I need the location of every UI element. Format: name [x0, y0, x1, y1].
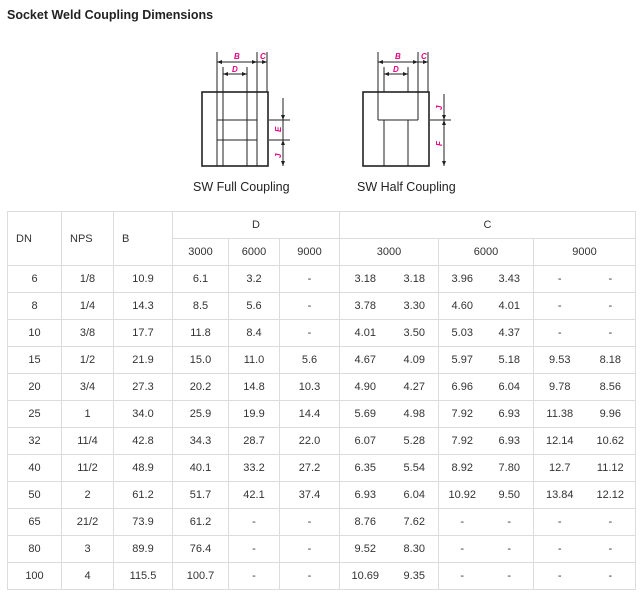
cell-d-9000: - [280, 266, 340, 293]
cell-nps: 1/4 [62, 293, 114, 320]
cell-nps: 11/2 [62, 455, 114, 482]
cell-c-9000-b: - [586, 320, 636, 347]
cell-d-3000: 6.1 [173, 266, 229, 293]
page-title: Socket Weld Coupling Dimensions [7, 8, 214, 22]
half-coupling-caption: SW Half Coupling [357, 180, 456, 194]
cell-d-9000: 22.0 [280, 428, 340, 455]
cell-d-9000: 5.6 [280, 347, 340, 374]
table-row [8, 455, 636, 482]
table-row [8, 266, 636, 293]
cell-d-9000: 10.3 [280, 374, 340, 401]
cell-b: 27.3 [114, 374, 173, 401]
cell-d-3000: 40.1 [173, 455, 229, 482]
cell-c-9000-a: 9.78 [534, 374, 586, 401]
cell-c-3000-a: 6.35 [340, 455, 391, 482]
cell-c-6000-a: 7.92 [439, 428, 486, 455]
cell-d-6000: - [229, 509, 280, 536]
table-row [8, 428, 636, 455]
cell-c-9000-b: 8.56 [586, 374, 636, 401]
cell-dn: 20 [8, 374, 62, 401]
cell-c-3000-b: 5.54 [391, 455, 439, 482]
cell-dn: 50 [8, 482, 62, 509]
cell-b: 115.5 [114, 563, 173, 590]
cell-c-6000-b: - [486, 563, 534, 590]
cell-d-6000: 19.9 [229, 401, 280, 428]
cell-c-9000-a: - [534, 563, 586, 590]
header-c-class: 9000 [534, 239, 636, 266]
cell-c-9000-b: 10.62 [586, 428, 636, 455]
table-row [8, 293, 636, 320]
cell-d-6000: 5.6 [229, 293, 280, 320]
cell-d-6000: 11.0 [229, 347, 280, 374]
header-d: D [173, 212, 340, 239]
table-row [8, 509, 636, 536]
cell-c-6000-a: - [439, 563, 486, 590]
cell-c-9000-b: 12.12 [586, 482, 636, 509]
table-row [8, 563, 636, 590]
cell-c-9000-b: 9.96 [586, 401, 636, 428]
cell-c-6000-b: 6.93 [486, 428, 534, 455]
table-row [8, 536, 636, 563]
cell-c-9000-b: - [586, 563, 636, 590]
half-coupling-diagram [358, 40, 458, 172]
cell-nps: 1 [62, 401, 114, 428]
cell-b: 34.0 [114, 401, 173, 428]
cell-c-9000-a: - [534, 266, 586, 293]
cell-c-3000-a: 9.52 [340, 536, 391, 563]
cell-c-6000-a: 4.60 [439, 293, 486, 320]
cell-dn: 25 [8, 401, 62, 428]
table-row [8, 401, 636, 428]
cell-c-9000-a: 9.53 [534, 347, 586, 374]
cell-c-6000-b: - [486, 536, 534, 563]
cell-d-9000: - [280, 320, 340, 347]
header-nps: NPS [62, 212, 114, 266]
cell-b: 42.8 [114, 428, 173, 455]
cell-nps: 1/8 [62, 266, 114, 293]
cell-c-3000-b: 8.30 [391, 536, 439, 563]
header-c-class: 6000 [439, 239, 534, 266]
cell-d-3000: 76.4 [173, 536, 229, 563]
cell-c-6000-a: 6.96 [439, 374, 486, 401]
cell-nps: 3/8 [62, 320, 114, 347]
cell-c-9000-a: 13.84 [534, 482, 586, 509]
dimension-label-d: D [393, 65, 399, 74]
cell-c-3000-a: 8.76 [340, 509, 391, 536]
cell-dn: 32 [8, 428, 62, 455]
dimension-label-j: J [274, 153, 283, 158]
cell-dn: 6 [8, 266, 62, 293]
cell-d-6000: 33.2 [229, 455, 280, 482]
cell-c-9000-b: 8.18 [586, 347, 636, 374]
cell-d-3000: 34.3 [173, 428, 229, 455]
cell-nps: 3 [62, 536, 114, 563]
cell-c-9000-a: - [534, 536, 586, 563]
cell-nps: 21/2 [62, 509, 114, 536]
cell-d-3000: 20.2 [173, 374, 229, 401]
cell-b: 14.3 [114, 293, 173, 320]
cell-c-6000-a: 8.92 [439, 455, 486, 482]
cell-d-6000: 28.7 [229, 428, 280, 455]
cell-c-3000-b: 3.18 [391, 266, 439, 293]
cell-dn: 65 [8, 509, 62, 536]
cell-dn: 40 [8, 455, 62, 482]
cell-d-3000: 61.2 [173, 509, 229, 536]
cell-c-9000-b: - [586, 266, 636, 293]
cell-c-6000-b: 3.43 [486, 266, 534, 293]
cell-d-3000: 100.7 [173, 563, 229, 590]
cell-c-3000-b: 6.04 [391, 482, 439, 509]
cell-c-3000-b: 3.30 [391, 293, 439, 320]
cell-c-6000-a: 5.03 [439, 320, 486, 347]
cell-d-9000: - [280, 293, 340, 320]
cell-c-9000-a: 12.7 [534, 455, 586, 482]
cell-nps: 2 [62, 482, 114, 509]
cell-c-9000-a: 11.38 [534, 401, 586, 428]
dimension-label-d: D [232, 65, 238, 74]
cell-d-9000: 37.4 [280, 482, 340, 509]
cell-c-6000-a: 3.96 [439, 266, 486, 293]
cell-c-3000-a: 6.93 [340, 482, 391, 509]
cell-dn: 10 [8, 320, 62, 347]
cell-c-3000-b: 3.50 [391, 320, 439, 347]
header-d-class: 6000 [229, 239, 280, 266]
cell-c-9000-b: - [586, 536, 636, 563]
cell-c-3000-b: 7.62 [391, 509, 439, 536]
cell-c-3000-b: 5.28 [391, 428, 439, 455]
dimension-label-c: C [260, 52, 266, 61]
cell-c-6000-a: - [439, 509, 486, 536]
cell-dn: 80 [8, 536, 62, 563]
cell-c-6000-b: - [486, 509, 534, 536]
table-row [8, 320, 636, 347]
cell-b: 10.9 [114, 266, 173, 293]
cell-c-3000-b: 9.35 [391, 563, 439, 590]
header-d-class: 3000 [173, 239, 229, 266]
header-d-class: 9000 [280, 239, 340, 266]
cell-d-6000: 3.2 [229, 266, 280, 293]
cell-c-6000-b: 6.04 [486, 374, 534, 401]
header-c: C [340, 212, 636, 239]
dimension-label-j: J [435, 105, 444, 110]
cell-d-3000: 8.5 [173, 293, 229, 320]
cell-c-6000-a: - [439, 536, 486, 563]
table-row [8, 374, 636, 401]
cell-d-6000: 8.4 [229, 320, 280, 347]
full-coupling-caption: SW Full Coupling [193, 180, 290, 194]
cell-c-3000-a: 6.07 [340, 428, 391, 455]
cell-c-3000-a: 4.90 [340, 374, 391, 401]
cell-dn: 100 [8, 563, 62, 590]
cell-nps: 3/4 [62, 374, 114, 401]
cell-c-9000-b: - [586, 509, 636, 536]
dimension-label-c: C [421, 52, 427, 61]
dimension-label-b: B [395, 52, 401, 61]
cell-c-6000-a: 7.92 [439, 401, 486, 428]
cell-d-3000: 51.7 [173, 482, 229, 509]
cell-c-6000-b: 4.37 [486, 320, 534, 347]
cell-c-6000-b: 7.80 [486, 455, 534, 482]
cell-d-9000: - [280, 563, 340, 590]
cell-c-6000-b: 4.01 [486, 293, 534, 320]
cell-c-3000-b: 4.27 [391, 374, 439, 401]
cell-c-3000-b: 4.09 [391, 347, 439, 374]
cell-d-6000: - [229, 563, 280, 590]
cell-d-3000: 25.9 [173, 401, 229, 428]
cell-b: 48.9 [114, 455, 173, 482]
cell-b: 89.9 [114, 536, 173, 563]
dimension-label-f: F [435, 141, 444, 146]
cell-d-6000: 42.1 [229, 482, 280, 509]
dimension-label-e: E [274, 126, 283, 132]
cell-c-6000-b: 5.18 [486, 347, 534, 374]
cell-d-6000: - [229, 536, 280, 563]
cell-c-3000-b: 4.98 [391, 401, 439, 428]
cell-c-3000-a: 3.78 [340, 293, 391, 320]
table-row [8, 482, 636, 509]
cell-c-9000-a: - [534, 320, 586, 347]
cell-b: 17.7 [114, 320, 173, 347]
cell-c-9000-a: 12.14 [534, 428, 586, 455]
cell-c-9000-a: - [534, 293, 586, 320]
cell-c-6000-a: 10.92 [439, 482, 486, 509]
cell-d-9000: - [280, 536, 340, 563]
cell-c-3000-a: 5.69 [340, 401, 391, 428]
cell-c-6000-b: 6.93 [486, 401, 534, 428]
cell-d-3000: 15.0 [173, 347, 229, 374]
header-b: B [114, 212, 173, 266]
cell-c-9000-a: - [534, 509, 586, 536]
cell-c-9000-b: 11.12 [586, 455, 636, 482]
header-dn: DN [8, 212, 62, 266]
dimensions-table [7, 211, 636, 590]
cell-c-6000-b: 9.50 [486, 482, 534, 509]
cell-b: 61.2 [114, 482, 173, 509]
cell-d-3000: 11.8 [173, 320, 229, 347]
cell-nps: 4 [62, 563, 114, 590]
dimension-label-b: B [234, 52, 240, 61]
cell-d-9000: 27.2 [280, 455, 340, 482]
table-row [8, 347, 636, 374]
header-c-class: 3000 [340, 239, 439, 266]
cell-c-6000-a: 5.97 [439, 347, 486, 374]
cell-d-9000: 14.4 [280, 401, 340, 428]
cell-d-6000: 14.8 [229, 374, 280, 401]
cell-d-9000: - [280, 509, 340, 536]
cell-dn: 15 [8, 347, 62, 374]
cell-c-3000-a: 3.18 [340, 266, 391, 293]
cell-nps: 1/2 [62, 347, 114, 374]
cell-dn: 8 [8, 293, 62, 320]
full-coupling-diagram [197, 40, 297, 172]
cell-c-3000-a: 10.69 [340, 563, 391, 590]
cell-b: 73.9 [114, 509, 173, 536]
cell-nps: 11/4 [62, 428, 114, 455]
cell-c-3000-a: 4.01 [340, 320, 391, 347]
header-row [8, 212, 636, 239]
cell-c-3000-a: 4.67 [340, 347, 391, 374]
cell-b: 21.9 [114, 347, 173, 374]
cell-c-9000-b: - [586, 293, 636, 320]
